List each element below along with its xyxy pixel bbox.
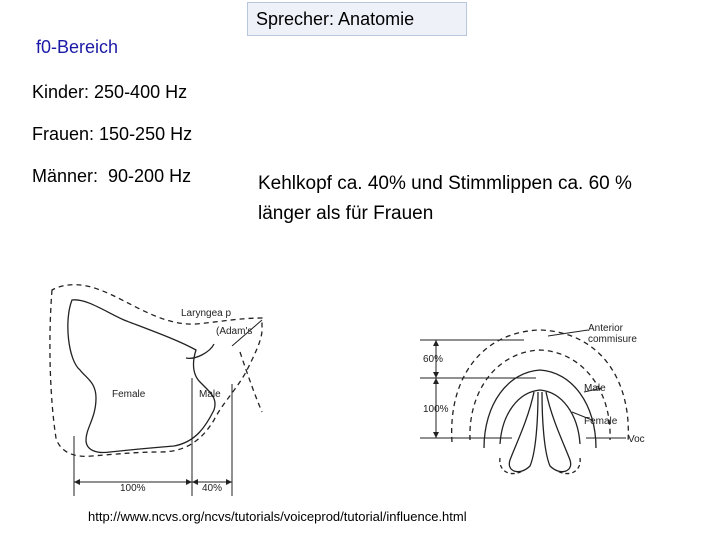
label-laryngeal-prominence: Laryngea p <box>181 308 232 319</box>
female-larynx-outline <box>68 300 215 453</box>
f0-range-women: Frauen: 150-250 Hz <box>32 124 193 144</box>
label-left-female: Female <box>112 389 146 400</box>
label-voc: Voc <box>628 434 645 445</box>
label-commisure: commisure <box>588 334 637 345</box>
label-scale-100-right: 100% <box>423 404 449 415</box>
label-left-male: Male <box>199 389 221 400</box>
label-scale-100-left: 100% <box>120 483 146 494</box>
f0-range-heading: f0-Bereich <box>36 37 119 57</box>
label-scale-40-left: 40% <box>202 483 223 494</box>
larynx-size-note: Kehlkopf ca. 40% und Stimmlippen ca. 60 % länger als für Frauen <box>258 173 632 224</box>
label-scale-60-right: 60% <box>423 354 444 365</box>
label-right-female: Female <box>584 416 618 427</box>
label-anterior: Anterior <box>588 323 624 334</box>
f0-range-men: Männer: 90-200 Hz <box>32 166 192 186</box>
slide-title: Sprecher: Anatomie <box>247 2 467 36</box>
label-adams-apple: (Adam's <box>216 326 253 337</box>
source-url: http://www.ncvs.org/ncvs/tutorials/voiceprod/tutorial/influence.html <box>88 509 467 524</box>
vocal-folds-top-view-figure <box>420 330 628 474</box>
label-right-male: Male <box>584 383 606 394</box>
f0-range-children: Kinder: 250-400 Hz <box>32 82 188 102</box>
